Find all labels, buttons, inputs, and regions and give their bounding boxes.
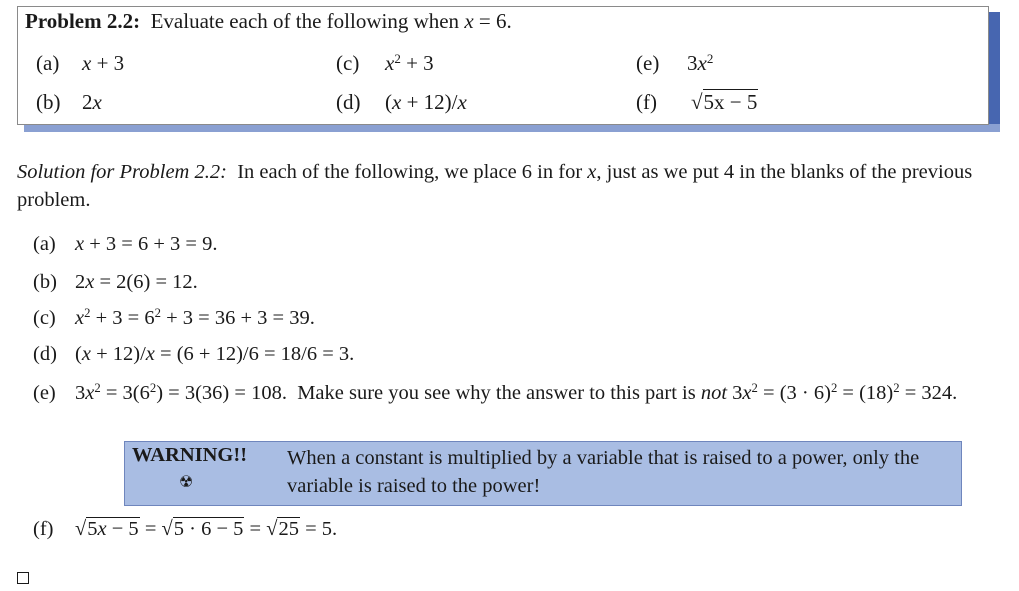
problem-item-d xyxy=(336,90,467,115)
solution-part-b xyxy=(33,271,198,294)
problem-box-shadow-right xyxy=(988,12,1000,131)
warning-label: WARNING!! xyxy=(132,444,248,466)
problem-statement: Evaluate each of the following when xyxy=(150,9,465,33)
warning-box xyxy=(124,441,962,506)
item-var: x xyxy=(392,90,402,114)
solution-part-e xyxy=(33,379,1013,407)
problem-item-f xyxy=(636,90,758,115)
radiation-icon: ☢ xyxy=(179,474,194,491)
item-label: (b) xyxy=(36,90,61,114)
part-expression: √5x − 5 = √5 · 6 − 5 = √25 = 5. xyxy=(75,518,338,540)
part-label: (a) xyxy=(33,233,56,255)
solution-part-f xyxy=(33,518,337,541)
problem-item-e xyxy=(636,51,713,76)
end-of-proof-square xyxy=(17,572,29,584)
item-var: x xyxy=(385,51,395,75)
item-var: x xyxy=(92,90,102,114)
part-expression: $3x^2 = 3(6^2) = 3(36) = 108$. Make sure you see why the answer to this part is not $3x^2 = (3 \cdot 6)^2 = (18)^2 = 324$. xyxy=(75,381,958,404)
solution-part-d xyxy=(33,343,354,366)
problem-item-b xyxy=(36,90,102,115)
part-label: (d) xyxy=(33,343,57,365)
problem-label: Problem 2.2: xyxy=(25,9,141,33)
item-var: x xyxy=(82,51,92,75)
item-label: (c) xyxy=(336,51,360,75)
item-label: (f) xyxy=(636,90,657,114)
item-coef: 2 xyxy=(82,90,93,114)
problem-statement-tail: = 6. xyxy=(473,9,512,33)
part-expression: x + 3 = 6 + 3 = 9. xyxy=(75,233,218,255)
part-label: (b) xyxy=(33,271,57,293)
item-var2: x xyxy=(457,90,467,114)
part-label: (f) xyxy=(33,518,54,540)
solution-part-a xyxy=(33,233,217,256)
item-power: 2 xyxy=(706,50,714,66)
item-mid: + 12)/ xyxy=(401,90,458,114)
solution-intro-text: In each of the following, we place 6 in for x, just as we put 4 in the blanks of the previous problem. xyxy=(17,161,973,211)
part-label: (e) xyxy=(33,382,56,404)
problem-box-shadow-bottom xyxy=(24,124,1000,132)
item-tail: + 3 xyxy=(91,51,125,75)
item-power: 2 xyxy=(394,50,401,66)
part-expression: 2x = 2(6) = 12. xyxy=(75,271,198,293)
solution-lead: Solution for Problem 2.2: xyxy=(17,161,227,183)
radicand: 5x − 5 xyxy=(703,90,758,114)
problem-statement-var: x xyxy=(464,9,474,33)
item-label: (a) xyxy=(36,51,60,75)
item-label: (d) xyxy=(336,90,361,114)
part-expression: $x^2 + 3 = 6^2 + 3 = 36 + 3 = 39$. xyxy=(75,306,315,329)
problem-item-c xyxy=(336,51,434,76)
part-expression: (x + 12)/x = (6 + 12)/6 = 18/6 = 3. xyxy=(75,343,355,365)
item-label: (e) xyxy=(636,51,660,75)
problem-item-a xyxy=(36,51,124,76)
item-var: x xyxy=(697,51,707,75)
item-tail: + 3 xyxy=(400,51,434,75)
solution-intro xyxy=(17,158,1012,214)
item-coef: 3 xyxy=(687,51,698,75)
sqrt-expression: √5x − 5 xyxy=(691,90,758,114)
solution-part-c xyxy=(33,307,315,330)
part-label: (c) xyxy=(33,307,56,329)
item-open: ( xyxy=(385,90,392,114)
warning-text: When a constant is multiplied by a variable that is raised to a power, only the variable is raised to the power! xyxy=(287,447,920,497)
problem-title xyxy=(25,9,512,34)
problem-box xyxy=(17,6,989,125)
